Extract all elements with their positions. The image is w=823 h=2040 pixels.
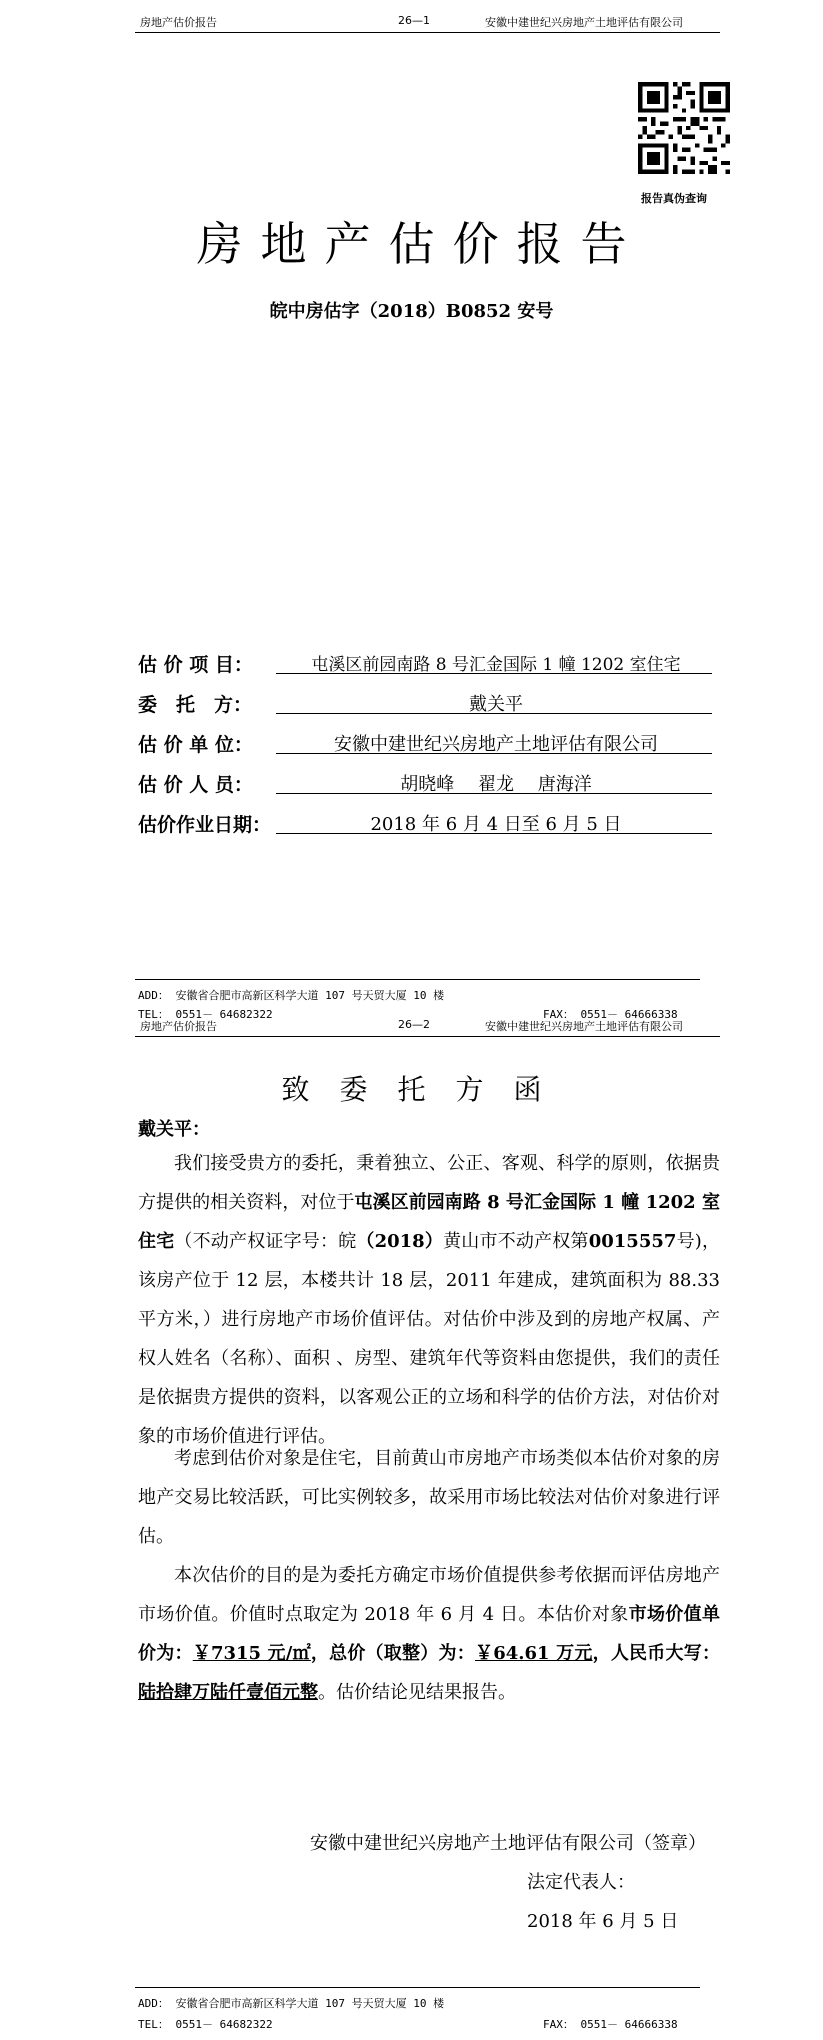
client-label: 委 托 方： [138,694,253,716]
letter-salutation: 戴关平： [138,1119,210,1140]
client-value: 戴关平 [469,694,523,715]
appraiser-unit-label: 估 价 单 位： [138,734,253,756]
p3-unit-price-label: 市场价值单价为： [138,1604,721,1664]
p3-total-price: ￥64.61 万元 [474,1643,593,1664]
work-date-label: 估价作业日期： [138,814,272,836]
project-label: 估 价 项 目： [138,654,253,676]
work-date-value: 2018 年 6 月 4 日至 6 月 5 日 [370,814,622,835]
p3-total-price-label: ，总价（取整）为： [310,1643,475,1664]
letter-paragraph-3 [138,1556,720,1712]
letter-title: 致委托方函 [281,1073,572,1106]
page2-header-left: 房地产估价报告 [140,1020,217,1033]
signature-company: 安徽中建世纪兴房地产土地评估有限公司（签章） [310,1833,706,1854]
p3-unit-price: ￥7315 元/㎡ [192,1643,311,1664]
signature-date: 2018 年 6 月 5 日 [527,1911,679,1932]
page1-footer-fax: FAX： 0551－ 64666338 [543,1008,678,1021]
qr-code-image [638,82,730,174]
page2-footer-rule [135,1987,700,1988]
page1-footer-address: ADD： 安徽省合肥市高新区科学大道 107 号天贸大厦 10 楼 [138,989,445,1002]
appraisers-label: 估 价 人 员： [138,774,253,796]
p1-text-a: 我们接受贵方的委托，秉着独立、公正、客观、科学的原则，依据贵方提供的相关资料，对位于 [138,1153,720,1213]
page1-header-rule [135,32,720,33]
page2-header-right: 安徽中建世纪兴房地产土地评估有限公司 [485,1020,683,1033]
appraisers-underline [276,793,712,794]
project-value: 屯溪区前园南路 8 号汇金国际 1 幢 1202 室住宅 [311,655,681,675]
page1-header-left: 房地产估价报告 [140,16,217,29]
work-date-underline [276,833,712,834]
page1-header-page: 26—1 [398,14,430,27]
p3-text-h: 。估价结论见结果报告。 [318,1682,516,1703]
page2-header-rule [135,1036,720,1037]
page1-footer-tel: TEL： 0551－ 64682322 [138,1008,273,1021]
qr-verify-label: 报告真伪查询 [641,192,707,205]
report-title: 房地产估价报告 [196,217,645,271]
p1-cert-number: 0015557 [588,1231,677,1252]
signature-legal-rep: 法定代表人： [527,1872,635,1893]
letter-paragraph-1 [138,1144,720,1456]
page1-header-right: 安徽中建世纪兴房地产土地评估有限公司 [485,16,683,29]
page2-footer-address: ADD： 安徽省合肥市高新区科学大道 107 号天贸大厦 10 楼 [138,1997,445,2010]
page2-header-page: 26—2 [398,1018,430,1031]
p1-property-address: 屯溪区前园南路 8 号汇金国际 1 幢 1202 室住宅 [138,1192,720,1252]
appraisers-value: 胡晓峰 翟龙 唐海洋 [400,774,592,795]
qr-code[interactable] [638,82,730,174]
letter-paragraph-2: 考虑到估价对象是住宅，目前黄山市房地产市场类似本估价对象的房地产交易比较活跃，可比实例较多，故采用市场比较法对估价对象进行评估。 [138,1448,720,1547]
p1-cert-year: （2018） [356,1231,444,1252]
p3-rmb-amount: 陆拾肆万陆仟壹佰元整 [138,1682,318,1703]
p3-rmb-label: ，人民币大写： [592,1643,721,1664]
client-underline [276,713,712,714]
project-underline [276,673,712,674]
p1-text-c: （不动产权证字号：皖 [174,1231,357,1252]
p1-text-e: 黄山市不动产权第 [443,1231,589,1252]
page2-footer-fax: FAX： 0551－ 64666338 [543,2018,678,2031]
report-number: 皖中房估字（2018）B0852 安号 [269,301,554,322]
p1-text-g: 号)，该房产位于 12 层，本楼共计 18 层，2011 年建成，建筑面积为 88.33 平方米，）进行房地产市场价值评估。对估价中涉及到的房地产权属、产权人姓名（名称）、面积 、房型、建筑年代等资料由您提供，我们的责任是依据贵方提供的资料，以客观公正的立场和科学的估价方法，对估价对象的市场价值进行评估。 [138,1231,721,1447]
p3-text-a: 本次估价的目的是为委托方确定市场价值提供参考依据而评估房地产市场价值。价值时点取定为 2018 年 6 月 4 日。本估价对象 [138,1565,720,1625]
page1-footer-rule [135,979,700,980]
appraiser-unit-underline [276,753,712,754]
page2-footer-tel: TEL： 0551－ 64682322 [138,2018,273,2031]
appraiser-unit-value: 安徽中建世纪兴房地产土地评估有限公司 [334,734,658,755]
